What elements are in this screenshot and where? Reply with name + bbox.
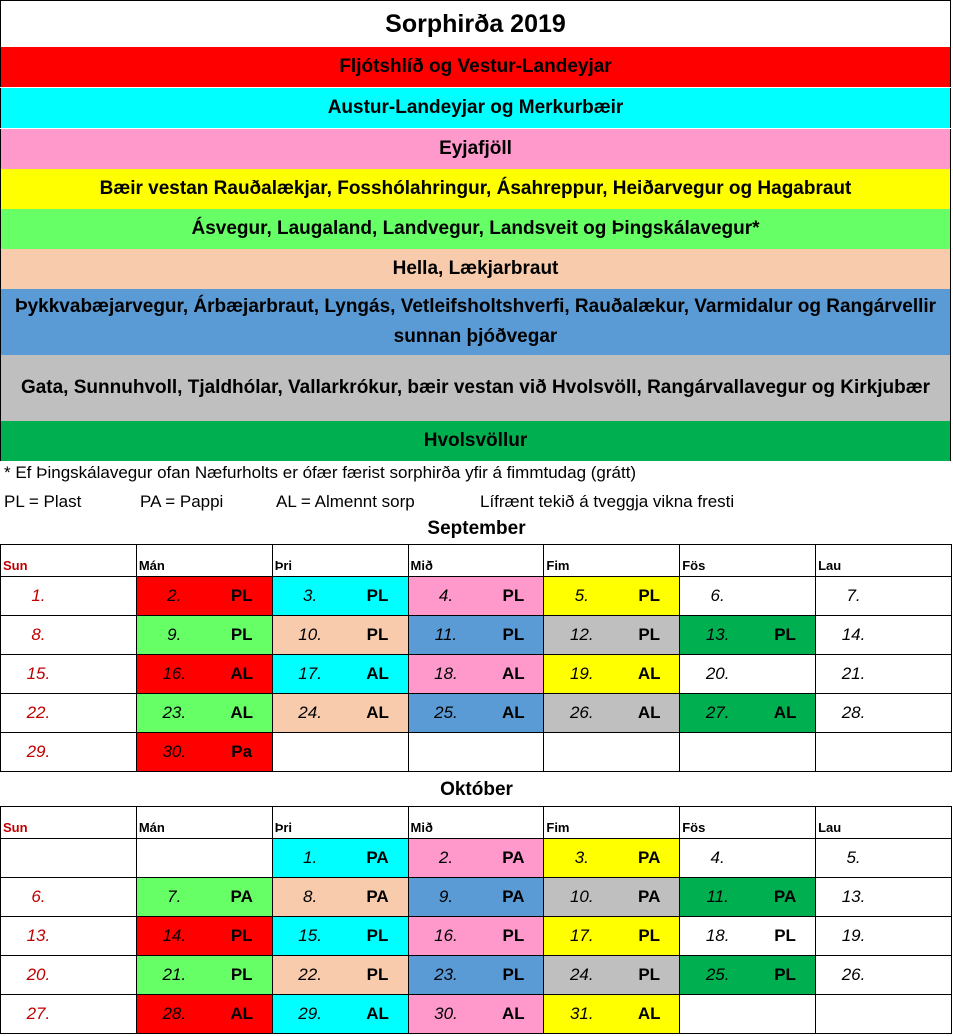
day-cell [136,839,272,878]
day-number: 16. [434,926,458,945]
day-number: 31. [569,1004,594,1023]
waste-code: PL [366,926,389,945]
waste-code: PL [502,586,525,605]
day-number: 11. [434,625,458,644]
day-number: 28. [841,703,866,722]
waste-code: PL [230,926,253,945]
weekday-header: Þri [272,545,408,577]
day-number: 17. [298,664,322,683]
weekday-header: Sun [1,545,137,577]
waste-code: AL [230,664,254,683]
week-row [1,839,952,878]
day-cell [272,878,408,917]
day-number: 14. [841,625,866,644]
day-cell [136,655,272,694]
day-cell [816,839,952,878]
waste-code: PA [366,848,389,867]
day-number: 28. [162,1004,187,1023]
day-number: 5. [574,586,589,605]
page-title: Sorphirða 2019 [0,0,951,47]
weekday-header-row [1,545,952,577]
day-number: 15. [298,926,322,945]
day-cell [544,839,680,878]
waste-code: PL [638,926,661,945]
day-cell [272,917,408,956]
waste-code: AL [502,664,525,683]
day-number: 7. [846,586,861,605]
waste-code: PL [230,586,253,605]
waste-code: PA [638,848,661,867]
day-cell [1,878,137,917]
day-cell [544,995,680,1034]
day-number: 25. [705,965,730,984]
zone-row: Þykkvabæjarvegur, Árbæjarbraut, Lyngás, Vetleifsholtshverfi, Rauðalækur, Varmidalur og Rangárvellir sunnan þjóðvegar [0,289,951,355]
day-number: 5. [846,848,861,867]
zone-row: Eyjafjöll [0,129,951,169]
day-cell [544,733,680,772]
day-number: 23. [434,965,458,984]
day-cell [816,917,952,956]
zone-row: Bæir vestan Rauðalækjar, Fosshólahringur, Ásahreppur, Heiðarvegur og Hagabraut [0,169,951,209]
day-number: 29. [298,1004,322,1023]
day-number: 1. [303,848,318,867]
day-cell [272,995,408,1034]
day-cell [544,577,680,616]
waste-code: Pa [231,742,253,761]
day-number: 6. [31,887,46,906]
week-row [1,878,952,917]
week-row [1,694,952,733]
day-number: 19. [569,664,594,683]
waste-code: PL [502,965,525,984]
week-row [1,956,952,995]
waste-code: AL [230,703,254,722]
day-cell [136,577,272,616]
day-cell [816,694,952,733]
day-number: 3. [303,586,318,605]
day-number: 4. [438,586,454,605]
day-cell [680,577,816,616]
day-number: 22. [298,965,322,984]
waste-code: PL [366,965,389,984]
weekday-header: Lau [816,545,952,577]
weekday-header: Fös [680,545,816,577]
zone-row: Austur-Landeyjar og Merkurbæir [0,88,951,128]
week-row [1,995,952,1034]
day-cell [136,616,272,655]
day-number: 22. [26,703,51,722]
waste-code: AL [366,664,389,683]
day-number: 6. [710,586,725,605]
waste-code: PA [502,887,525,906]
day-number: 10. [569,887,594,906]
day-number: 26. [569,703,594,722]
weekday-header-row [1,807,952,839]
day-cell [680,878,816,917]
day-cell [272,577,408,616]
day-cell [680,616,816,655]
day-cell [136,733,272,772]
day-cell [408,995,544,1034]
day-number: 2. [438,848,454,867]
day-number: 7. [167,887,182,906]
day-number: 30. [162,742,187,761]
waste-code: PL [502,625,525,644]
zone-row: Hvolsvöllur [0,421,951,461]
day-cell [272,616,408,655]
day-cell [816,577,952,616]
waste-code: PL [638,965,661,984]
weekday-header: Mið [408,807,544,839]
day-cell [136,956,272,995]
waste-code: AL [637,703,661,722]
day-cell [544,956,680,995]
day-cell [544,616,680,655]
day-cell [544,917,680,956]
day-number: 25. [434,703,458,722]
day-cell [408,655,544,694]
day-number: 27. [705,703,730,722]
day-number: 11. [706,887,729,906]
day-cell [816,995,952,1034]
day-number: 13. [26,926,51,945]
day-number: 18. [705,926,730,945]
day-number: 27. [26,1004,51,1023]
day-number: 4. [710,848,725,867]
day-cell [680,655,816,694]
day-cell [408,956,544,995]
waste-code: PL [774,625,796,644]
legend-pl: PL = Plast [4,492,82,511]
month-title: Október [440,779,513,800]
day-cell [680,917,816,956]
waste-code: AL [502,1004,525,1023]
waste-code: AL [366,1004,389,1023]
day-cell [680,995,816,1034]
waste-code: PA [502,848,525,867]
day-number: 8. [303,887,318,906]
day-number: 12. [569,625,594,644]
day-cell [1,694,137,733]
day-cell [136,917,272,956]
day-number: 30. [434,1004,458,1023]
waste-code: PA [230,887,253,906]
day-cell [680,733,816,772]
waste-code: PL [230,625,253,644]
day-cell [680,956,816,995]
day-cell [408,577,544,616]
day-cell [816,655,952,694]
waste-code: PL [502,926,525,945]
day-cell [1,577,137,616]
zone-row: Hella, Lækjarbraut [0,249,951,289]
weekday-header: Lau [816,807,952,839]
day-number: 16. [162,664,187,683]
legend-al: AL = Almennt sorp [276,492,415,511]
week-row [1,917,952,956]
day-number: 13. [841,887,866,906]
weekday-header: Fös [680,807,816,839]
day-number: 21. [162,965,187,984]
day-number: 21. [841,664,866,683]
day-cell [680,839,816,878]
day-number: 8. [31,625,46,644]
day-number: 20. [705,664,730,683]
day-cell [136,995,272,1034]
footnote: * Ef Þingskálavegur ofan Næfurholts er ófær færist sorphirða yfir á fimmtudag (grátt) [4,463,637,482]
day-cell [544,878,680,917]
day-cell [1,733,137,772]
weekday-header: Fim [544,545,680,577]
day-cell [408,839,544,878]
waste-code: AL [230,1004,254,1023]
week-row [1,733,952,772]
waste-code: PA [638,887,661,906]
day-cell [408,733,544,772]
waste-code: PA [366,887,389,906]
waste-code: AL [637,1004,661,1023]
day-number: 17. [569,926,594,945]
day-number: 10. [298,625,322,644]
waste-code: AL [773,703,797,722]
waste-code: PL [638,586,661,605]
day-cell [408,878,544,917]
day-cell [1,917,137,956]
day-number: 1. [31,586,46,605]
day-cell [816,733,952,772]
day-cell [1,616,137,655]
day-cell [408,917,544,956]
day-cell [1,995,137,1034]
month-title: September [427,518,526,539]
day-cell [1,956,137,995]
day-number: 29. [26,742,51,761]
day-number: 24. [569,965,594,984]
waste-code: PL [366,586,389,605]
waste-code: PL [230,965,253,984]
zone-row: Gata, Sunnuhvoll, Tjaldhólar, Vallarkrókur, bæir vestan við Hvolsvöll, Rangárvallavegur og Kirkjubær [0,355,951,421]
weekday-header: Mán [136,545,272,577]
waste-code: PL [774,965,796,984]
day-cell [544,694,680,733]
day-cell [272,839,408,878]
weekday-header: Sun [1,807,137,839]
zone-row: Fljótshlíð og Vestur-Landeyjar [0,47,951,87]
waste-code: AL [502,703,525,722]
day-cell [272,694,408,733]
day-cell [408,616,544,655]
week-row [1,577,952,616]
week-row [1,655,952,694]
day-number: 15. [26,664,51,683]
day-number: 14. [162,926,187,945]
zone-row: Ásvegur, Laugaland, Landvegur, Landsveit og Þingskálavegur* [0,209,951,249]
day-number: 2. [167,586,182,605]
day-cell [816,956,952,995]
day-cell [680,694,816,733]
day-number: 13. [705,625,730,644]
day-cell [816,878,952,917]
waste-code: PL [774,926,796,945]
month-calendar [0,806,952,1034]
weekday-header: Mán [136,807,272,839]
waste-code: PL [366,625,389,644]
week-row [1,616,952,655]
day-cell [544,655,680,694]
waste-code: PA [773,887,797,906]
day-number: 9. [438,887,454,906]
day-number: 9. [167,625,182,644]
weekday-header: Fim [544,807,680,839]
weekday-header: Mið [408,545,544,577]
day-cell [136,694,272,733]
day-number: 18. [434,664,458,683]
legend-pa: PA = Pappi [140,492,224,511]
day-cell [272,733,408,772]
day-cell [136,878,272,917]
weekday-header: Þri [272,807,408,839]
day-cell [272,956,408,995]
waste-code: AL [366,703,389,722]
day-number: 26. [841,965,866,984]
day-number: 3. [574,848,589,867]
day-number: 20. [26,965,51,984]
day-cell [408,694,544,733]
waste-code: AL [637,664,661,683]
legend-bio: Lífrænt tekið á tveggja vikna fresti [480,492,735,511]
month-calendar [0,544,952,772]
waste-code: PL [638,625,661,644]
day-cell [816,616,952,655]
day-cell [1,839,137,878]
day-cell [1,655,137,694]
day-number: 19. [841,926,866,945]
day-cell [272,655,408,694]
day-number: 24. [298,703,322,722]
day-number: 23. [162,703,187,722]
